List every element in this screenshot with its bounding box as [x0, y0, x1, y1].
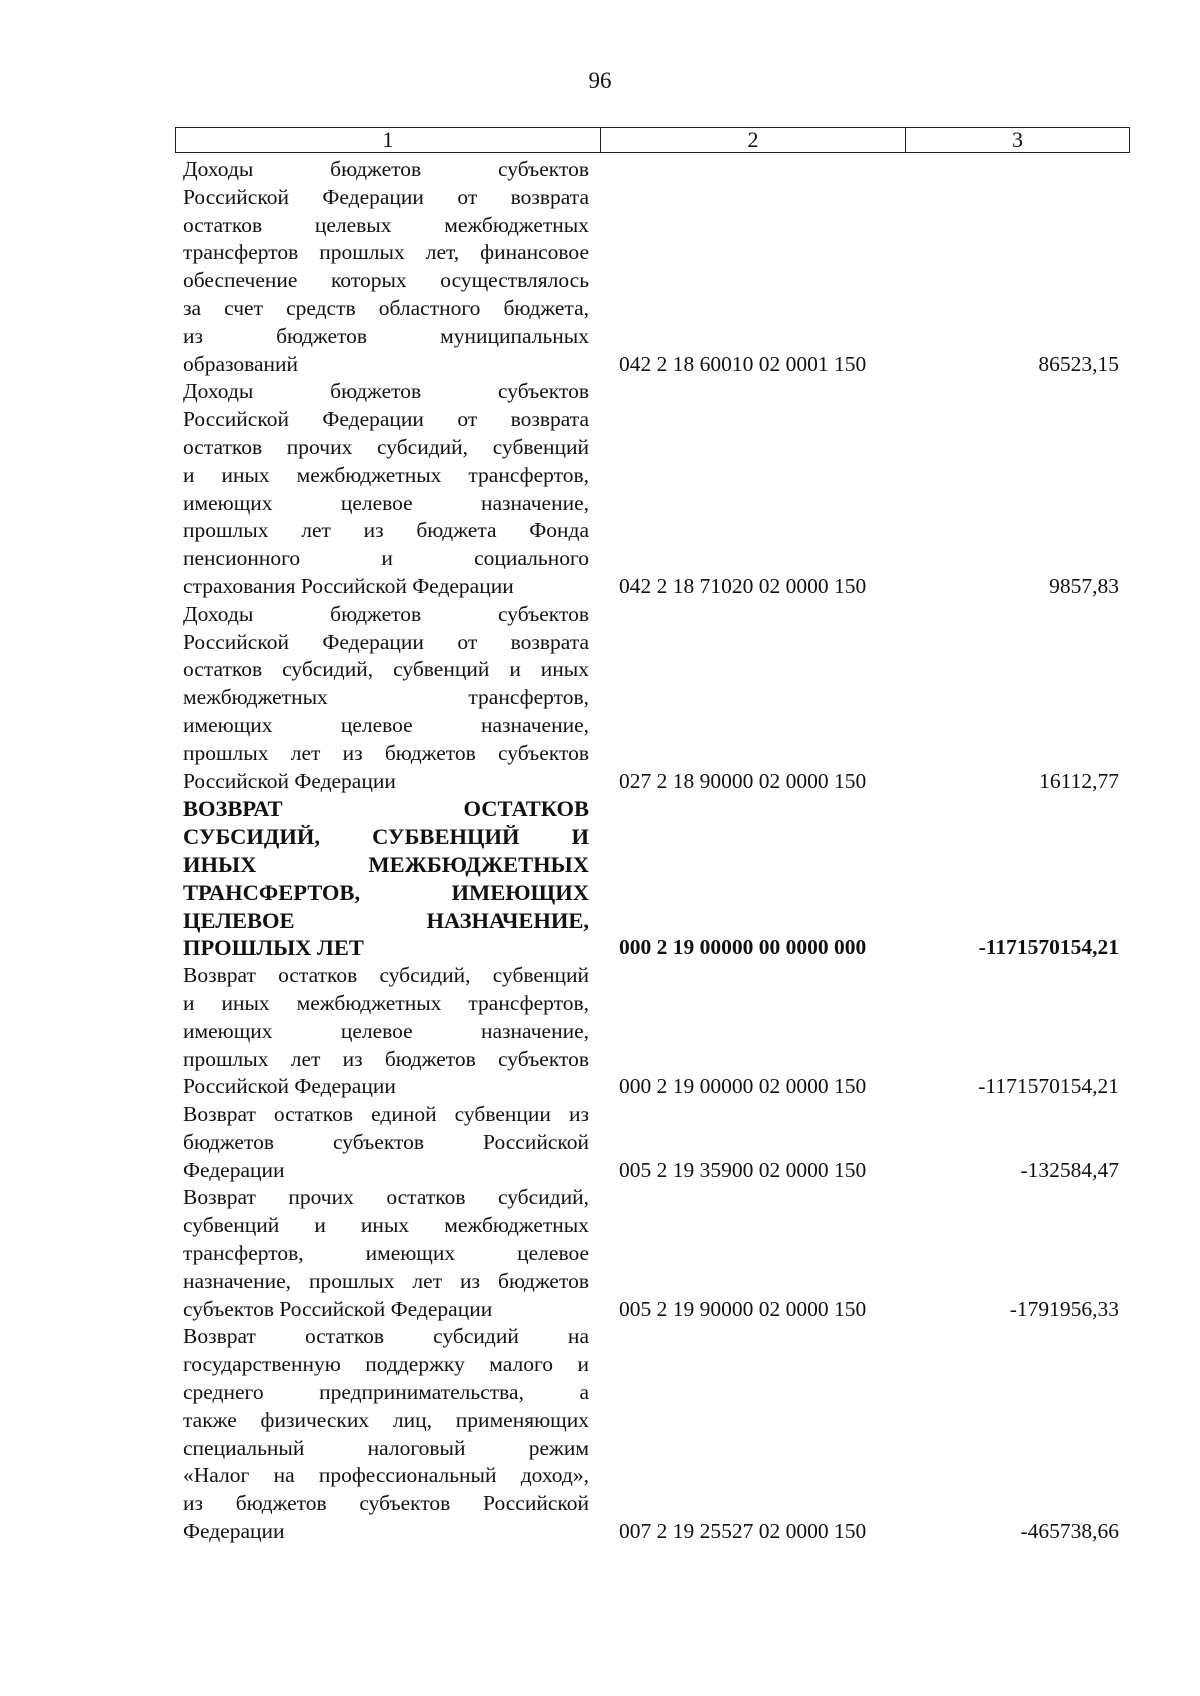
description-line: ПРОШЛЫХ ЛЕТ [183, 935, 364, 961]
row-budget-code: 027 2 18 90000 02 0000 150 [619, 768, 867, 793]
description-line: Федерации [183, 1519, 285, 1544]
description-line: и иных межбюджетных трансфертов, [183, 990, 589, 1015]
description-line: Российской Федерации от возврата [183, 629, 589, 654]
header-col-3: 3 [1012, 127, 1023, 152]
row-budget-code: 042 2 18 71020 02 0000 150 [619, 573, 867, 598]
row-description [183, 1101, 589, 1184]
row-description [183, 378, 589, 600]
row-description [183, 1184, 589, 1323]
description-line: ВОЗВРАТ ОСТАТКОВ [183, 796, 589, 822]
description-line: трансфертов, имеющих целевое [183, 1241, 589, 1266]
description-line: прошлых лет из бюджетов субъектов [183, 740, 589, 765]
description-line: ТРАНСФЕРТОВ, ИМЕЮЩИХ [183, 879, 589, 905]
description-line: имеющих целевое назначение, [183, 490, 589, 515]
description-line: страхования Российской Федерации [183, 573, 514, 598]
description-line: обеспечение которых осуществлялось [183, 268, 589, 293]
description-line: субъектов Российской Федерации [183, 1296, 493, 1321]
row-budget-code: 005 2 19 35900 02 0000 150 [619, 1157, 867, 1182]
description-line: Российской Федерации [183, 1074, 396, 1099]
description-line: государственную поддержку малого и [183, 1352, 589, 1377]
table-row [183, 601, 1123, 796]
description-line: Российской Федерации [183, 768, 396, 793]
description-line: трансфертов прошлых лет, финансовое [183, 240, 589, 265]
description-line: остатков субсидий, субвенций и иных [183, 657, 589, 682]
table-row [183, 378, 1123, 600]
description-line: «Налог на профессиональный доход», [183, 1463, 589, 1488]
row-amount: -465738,66 [1020, 1519, 1119, 1544]
description-line: ИНЫХ МЕЖБЮДЖЕТНЫХ [183, 851, 589, 877]
description-line: Российской Федерации от возврата [183, 184, 589, 209]
row-description [183, 156, 589, 378]
description-line: прошлых лет из бюджетов субъектов [183, 1046, 589, 1071]
description-line: специальный налоговый режим [183, 1435, 589, 1460]
description-line: Возврат прочих остатков субсидий, [183, 1185, 589, 1210]
row-amount: -1171570154,21 [978, 935, 1119, 960]
description-line: пенсионного и социального [183, 546, 589, 571]
description-line: также физических лиц, применяющих [183, 1407, 589, 1432]
row-amount: -1171570154,21 [978, 1074, 1119, 1099]
row-budget-code: 042 2 18 60010 02 0001 150 [619, 351, 867, 376]
description-line: остатков целевых межбюджетных [183, 212, 589, 237]
table-row [183, 1101, 1123, 1184]
row-amount: 9857,83 [1049, 573, 1119, 598]
description-line: Доходы бюджетов субъектов [183, 157, 589, 181]
description-line: остатков прочих субсидий, субвенций [183, 434, 589, 459]
table-row [183, 795, 1123, 962]
description-line: имеющих целевое назначение, [183, 712, 589, 737]
description-line: Возврат остатков субсидий, субвенций [183, 963, 589, 988]
row-amount: -132584,47 [1020, 1157, 1119, 1182]
row-description [183, 795, 589, 962]
row-amount: -1791956,33 [1009, 1296, 1119, 1321]
row-budget-code: 000 2 19 00000 00 0000 000 [619, 935, 867, 960]
description-line: бюджетов субъектов Российской [183, 1129, 589, 1154]
description-line: назначение, прошлых лет из бюджетов [183, 1268, 589, 1293]
description-line: образований [183, 351, 299, 376]
description-line: среднего предпринимательства, а [183, 1380, 589, 1405]
description-line: из бюджетов субъектов Российской [183, 1491, 589, 1516]
row-description [183, 962, 589, 1101]
table-row [183, 962, 1123, 1101]
description-line: СУБСИДИЙ, СУБВЕНЦИЙ И [183, 824, 589, 850]
header-col-1: 1 [176, 128, 601, 152]
description-line: Возврат остатков единой субвенции из [183, 1102, 589, 1127]
row-budget-code: 005 2 19 90000 02 0000 150 [619, 1296, 867, 1321]
description-line: Доходы бюджетов субъектов [183, 379, 589, 404]
row-budget-code: 007 2 19 25527 02 0000 150 [619, 1519, 867, 1544]
row-description [183, 601, 589, 796]
description-line: ЦЕЛЕВОЕ НАЗНАЧЕНИЕ, [183, 907, 589, 933]
table-row [183, 1323, 1123, 1545]
header-col-2: 2 [601, 128, 906, 152]
description-line: межбюджетных трансфертов, [183, 685, 589, 710]
table-row [183, 1184, 1123, 1323]
row-budget-code: 000 2 19 00000 02 0000 150 [619, 1074, 867, 1099]
table-header [175, 127, 1130, 153]
description-line: и иных межбюджетных трансфертов, [183, 462, 589, 487]
description-line: из бюджетов муниципальных [183, 323, 589, 348]
description-line: Федерации [183, 1157, 285, 1182]
table-row [183, 156, 1123, 378]
description-line: имеющих целевое назначение, [183, 1018, 589, 1043]
description-line: Возврат остатков субсидий на [183, 1324, 589, 1349]
description-line: за счет средств областного бюджета, [183, 295, 589, 320]
row-amount: 16112,77 [1039, 768, 1119, 793]
row-description [183, 1323, 589, 1545]
description-line: субвенций и иных межбюджетных [183, 1213, 589, 1238]
page-number: 96 [588, 68, 612, 93]
description-line: Доходы бюджетов субъектов [183, 601, 589, 626]
description-line: прошлых лет из бюджета Фонда [183, 518, 589, 543]
table-body [183, 156, 1123, 1546]
description-line: Российской Федерации от возврата [183, 407, 589, 432]
row-amount: 86523,15 [1038, 351, 1119, 376]
